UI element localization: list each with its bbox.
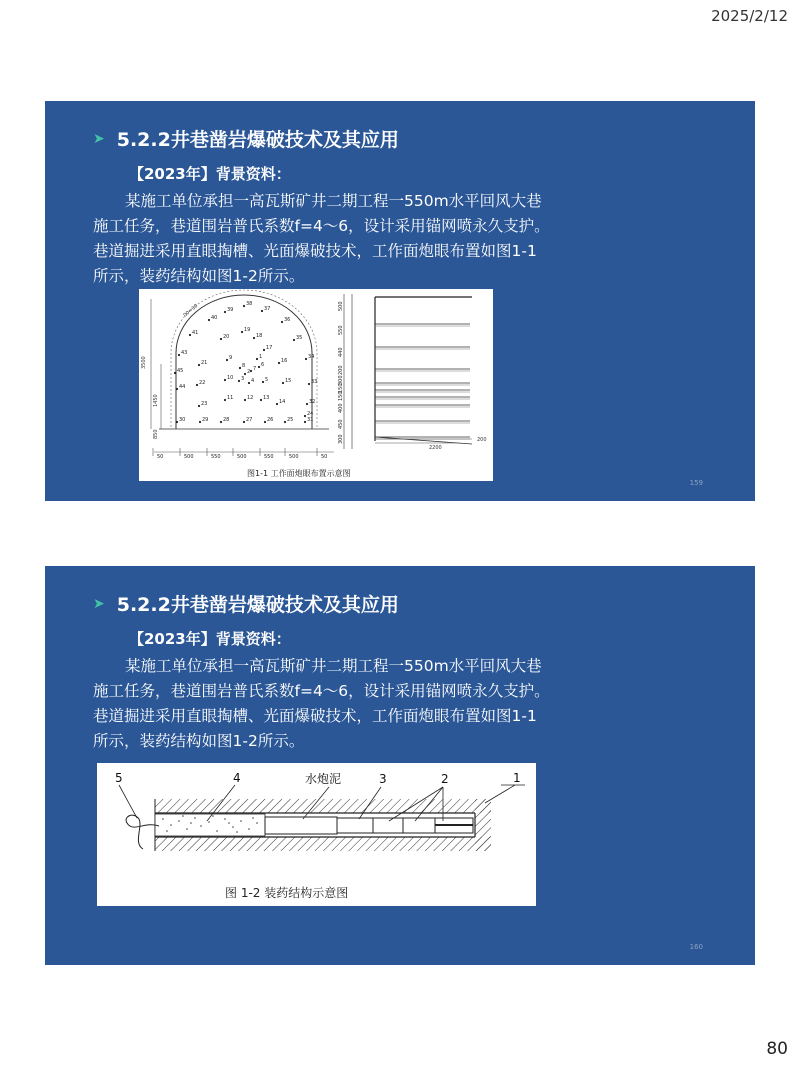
- paragraph-line: 某施工单位承担一高瓦斯矿井二期工程一550m水平回风大巷: [125, 192, 542, 210]
- blasthole-marker: [256, 358, 258, 360]
- bottom-dim-label: 550: [264, 454, 274, 460]
- blasthole-label: 2: [247, 369, 251, 375]
- charge-structure-drawing: [97, 763, 536, 906]
- blasthole-label: 24: [307, 411, 314, 417]
- blasthole-label: 1: [259, 354, 263, 360]
- blasthole-label: 18: [256, 333, 263, 339]
- blasthole-label: 6: [261, 362, 265, 368]
- blasthole-label: 26: [267, 417, 274, 423]
- background-heading: 【2023年】背景资料：: [129, 165, 291, 183]
- slide-159: [45, 101, 755, 501]
- blasthole-label: 35: [296, 335, 303, 341]
- right-dim-label: 440: [338, 347, 344, 357]
- bottom-dim-label: 50: [157, 454, 164, 460]
- blasthole-label: 5: [265, 377, 269, 383]
- figure-caption: 图1-1 工作面炮眼布置示意图: [247, 469, 351, 478]
- blasthole-marker: [198, 405, 200, 407]
- blasthole-label: 23: [201, 401, 208, 407]
- blasthole-marker: [224, 399, 226, 401]
- blasthole-marker: [262, 381, 264, 383]
- blasthole-marker: [260, 399, 262, 401]
- callout-3: 3: [379, 772, 387, 786]
- blasthole-marker: [263, 349, 265, 351]
- bottom-dim-label: 550: [211, 454, 221, 460]
- blasthole-marker: [244, 373, 246, 375]
- blasthole-label: 28: [223, 417, 230, 423]
- right-dim-label: 150: [338, 383, 344, 393]
- blasthole-layout-figure: [139, 289, 493, 481]
- blasthole-label: 43: [181, 350, 188, 356]
- left-dim-label: 850: [153, 429, 159, 439]
- depth-dim-label: 2200: [429, 445, 442, 451]
- blasthole-marker: [261, 310, 263, 312]
- blasthole-label: 16: [281, 358, 288, 364]
- print-date: 2025/2/12: [711, 7, 788, 25]
- blasthole-marker: [243, 305, 245, 307]
- blasthole-marker: [258, 366, 260, 368]
- blasthole-marker: [253, 337, 255, 339]
- blasthole-marker: [282, 382, 284, 384]
- blasthole-marker: [239, 367, 241, 369]
- paragraph-line: 某施工单位承担一高瓦斯矿井二期工程一550m水平回风大巷: [125, 657, 542, 675]
- slide-number: 159: [689, 479, 703, 487]
- background-paragraph: [93, 654, 593, 754]
- page-number: 80: [766, 1039, 788, 1059]
- blasthole-marker: [224, 379, 226, 381]
- bottom-dim-label: 500: [289, 454, 299, 460]
- blasthole-marker: [174, 372, 176, 374]
- blasthole-label: 41: [192, 330, 199, 336]
- blasthole-marker: [226, 359, 228, 361]
- paragraph-line: 所示，装药结构如图1-2所示。: [93, 267, 305, 285]
- blasthole-label: 17: [266, 345, 273, 351]
- blasthole-marker: [176, 421, 178, 423]
- callout-water-stemming: 水炮泥: [305, 772, 342, 786]
- blasthole-label: 20: [223, 334, 230, 340]
- arrow-bullet-icon: ➤: [93, 595, 105, 612]
- blasthole-marker: [264, 421, 266, 423]
- slide-title: [93, 125, 399, 152]
- blasthole-label: 11: [227, 395, 234, 401]
- bottom-dim-label: 50: [321, 454, 328, 460]
- right-dim-label: 200: [338, 365, 344, 375]
- blasthole-label: 8: [242, 363, 246, 369]
- paragraph-line: 巷道掘进采用直眼掏槽、光面爆破技术，工作面炮眼布置如图1-1: [93, 707, 537, 725]
- right-dim-label: 300: [338, 434, 344, 444]
- blasthole-label: 19: [244, 327, 251, 333]
- blasthole-marker: [238, 380, 240, 382]
- blasthole-label: 31: [307, 417, 314, 423]
- blasthole-label: 37: [264, 306, 271, 312]
- blasthole-marker: [281, 321, 283, 323]
- callout-2: 2: [441, 772, 449, 786]
- figure-caption: 图 1-2 装药结构示意图: [225, 886, 349, 900]
- blasthole-marker: [284, 421, 286, 423]
- blasthole-label: 14: [279, 399, 286, 405]
- blasthole-marker: [250, 370, 252, 372]
- blasthole-label: 3: [241, 376, 245, 382]
- bottom-dim-label: 500: [237, 454, 247, 460]
- blasthole-label: 38: [246, 301, 253, 307]
- blasthole-marker: [305, 358, 307, 360]
- blasthole-marker: [220, 338, 222, 340]
- blasthole-marker: [196, 384, 198, 386]
- right-dim-label: 400: [338, 403, 344, 413]
- blasthole-label: 13: [263, 395, 270, 401]
- blasthole-marker: [244, 399, 246, 401]
- blasthole-label: 40: [211, 315, 218, 321]
- paragraph-line: 所示，装药结构如图1-2所示。: [93, 732, 305, 750]
- blasthole-marker: [276, 403, 278, 405]
- right-dim-label: 300: [338, 375, 344, 385]
- callout-1: 1: [513, 771, 521, 785]
- background-paragraph: [93, 189, 593, 289]
- slide-160: [45, 566, 755, 965]
- right-dim-label: 450: [338, 419, 344, 429]
- blasthole-label: 21: [201, 360, 208, 366]
- blasthole-label: 22: [199, 380, 206, 386]
- blasthole-marker: [199, 421, 201, 423]
- paragraph-line: 施工任务，巷道围岩普氏系数f=4～6，设计采用锚网喷永久支护。: [93, 217, 550, 235]
- slide-number: 160: [689, 943, 703, 951]
- charge-structure-figure: [97, 763, 536, 906]
- blasthole-label: 7: [253, 366, 257, 372]
- blasthole-label: 9: [229, 355, 233, 361]
- blasthole-marker: [220, 421, 222, 423]
- blasthole-marker: [208, 319, 210, 321]
- blasthole-marker: [304, 421, 306, 423]
- blasthole-label: 10: [227, 375, 234, 381]
- callout-4: 4: [233, 771, 241, 785]
- left-dim-label: 3500: [141, 356, 147, 369]
- bottom-dim-label: 500: [184, 454, 194, 460]
- blasthole-label: 12: [247, 395, 254, 401]
- arrow-bullet-icon: ➤: [93, 130, 105, 147]
- paragraph-line: 施工任务，巷道围岩普氏系数f=4～6，设计采用锚网喷永久支护。: [93, 682, 550, 700]
- blasthole-label: 39: [227, 307, 234, 313]
- blasthole-marker: [243, 421, 245, 423]
- blasthole-marker: [198, 364, 200, 366]
- slide-title: [93, 590, 399, 617]
- blasthole-label: 30: [179, 417, 186, 423]
- blasthole-label: 45: [177, 368, 184, 374]
- blasthole-marker: [306, 403, 308, 405]
- paragraph-line: 巷道掘进采用直眼掏槽、光面爆破技术，工作面炮眼布置如图1-1: [93, 242, 537, 260]
- blasthole-label: 34: [308, 354, 315, 360]
- blasthole-label: 29: [202, 417, 209, 423]
- blasthole-marker: [176, 388, 178, 390]
- blasthole-label: 15: [285, 378, 292, 384]
- blasthole-label: 32: [309, 399, 316, 405]
- blasthole-marker: [224, 311, 226, 313]
- slide-title-text: 5.2.2井巷凿岩爆破技术及其应用: [116, 594, 399, 616]
- blasthole-label: 27: [246, 417, 253, 423]
- blasthole-layout-drawing: [139, 289, 493, 481]
- depth-dim-label: 200: [477, 437, 487, 443]
- blasthole-marker: [278, 362, 280, 364]
- blasthole-label: 44: [179, 384, 186, 390]
- blasthole-marker: [189, 334, 191, 336]
- blasthole-marker: [308, 383, 310, 385]
- blasthole-label: 36: [284, 317, 291, 323]
- blasthole-marker: [178, 354, 180, 356]
- blasthole-label: 33: [311, 379, 318, 385]
- callout-5: 5: [115, 771, 123, 785]
- blasthole-marker: [248, 382, 250, 384]
- right-dim-label: 500: [338, 301, 344, 311]
- blasthole-marker: [304, 415, 306, 417]
- blasthole-marker: [293, 339, 295, 341]
- blasthole-label: 4: [251, 378, 255, 384]
- slide-title-text: 5.2.2井巷凿岩爆破技术及其应用: [116, 129, 399, 151]
- background-heading: 【2023年】背景资料：: [129, 630, 291, 648]
- blasthole-marker: [241, 331, 243, 333]
- arc-label: 00=30: [182, 303, 200, 319]
- left-dim-label: 1450: [153, 394, 159, 407]
- blasthole-label: 25: [287, 417, 294, 423]
- right-dim-label: 150: [338, 391, 344, 401]
- right-dim-label: 550: [338, 325, 344, 335]
